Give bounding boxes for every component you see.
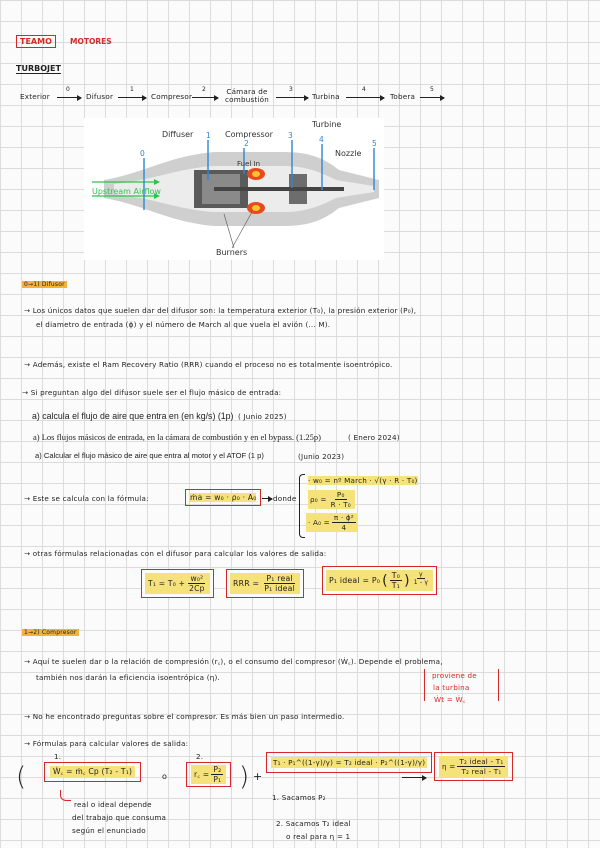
station-number: 5 [372, 139, 377, 148]
compresor-paragraph-line: → Aquí te suelen dar o la relación de compresión (r꜀), o el consumo del compresor (Ẇ꜀). Depende el problema, [24, 657, 443, 666]
donde-arrow [262, 498, 272, 499]
flow-station-1: 1 [130, 86, 135, 93]
eff-num: T₂ ideal - T₁ [459, 757, 504, 766]
flow-station-4: 4 [362, 86, 367, 93]
p1-ideal-formula: P₁ ideal = P₀ ( $\frac{\text{T₀}}{\text{T₁}}$ ) $\frac{\gamma}{1 - \gamma}$ [326, 570, 433, 591]
t1-formula [145, 573, 210, 594]
work-note-line: del trabajo que consuma [72, 813, 167, 822]
label-compressor: Compressor [225, 130, 273, 139]
otras-formulas-paragraph: → otras fórmulas relacionadas con el difusor para calcular los valores de salida: [24, 549, 327, 558]
t1-num: w₀² [190, 574, 204, 583]
area-num: π · ϕ² [333, 513, 354, 522]
t1-formula-box [141, 569, 214, 598]
flow-arrow [420, 97, 444, 98]
section-heading-compresor: 1→2) Compresor [24, 629, 77, 636]
flow-arrow [192, 97, 218, 98]
flow-arrow [118, 97, 146, 98]
efficiency-formula-box [434, 752, 513, 781]
flujo-masico-paragraph: → Si preguntan algo del difusor suele ser el flujo másico de entrada: [22, 388, 282, 397]
rho-den: R · T₀ [330, 500, 351, 509]
note-turbina: Ẇt = Ẇ꜀ [434, 695, 466, 704]
rrr-formula-box [226, 569, 304, 598]
rc-lhs: r꜀ = [194, 769, 210, 779]
rho-num: P₀ [336, 490, 345, 499]
close-paren: ) [239, 762, 250, 792]
station-number: 4 [319, 135, 324, 144]
area-den: 4 [341, 523, 347, 532]
work-note-line: según el enunciado [72, 826, 146, 835]
formula-number-2: 2. [196, 752, 204, 761]
rc-formula [191, 765, 226, 784]
label-diffuser: Diffuser [162, 130, 194, 139]
area-lhs: · A₀ = [308, 518, 330, 527]
turbojet-diagram [84, 118, 384, 260]
flow-station-2: 2 [202, 86, 207, 93]
exam-question-date: ( Junio 2025) [238, 412, 287, 421]
p1-exp-num: γ [419, 571, 423, 578]
isentropic-formula: T₁ · P₁^((1-γ)/γ) = T₂ ideal · P₂^((1-γ)/γ) [273, 758, 426, 767]
flow-node-camara: Cámara de combustión [225, 87, 269, 104]
rc-num: P₂ [213, 765, 222, 774]
formula-number-1: 1. [54, 752, 62, 761]
t1-lhs: T₁ = T₀ + [148, 579, 186, 588]
p1-exp-den: 1 - γ [413, 579, 429, 586]
result-arrow [402, 777, 426, 778]
turbojet-illustration [84, 118, 384, 260]
eff-lhs: η = [442, 762, 456, 771]
difusor-paragraph-line: → Los únicos datos que suelen dar del difusor son: la temperatura exterior (T₀), la presión exterior (P₀), [24, 306, 417, 315]
flow-arrow [276, 97, 308, 98]
exam-question: a) Calcular el flujo másico de aire que entra al motor y el ATOF (1 p) [35, 451, 264, 460]
label-upstream: Upstream Airflow [92, 187, 161, 196]
tag-box [16, 35, 56, 48]
difusor-paragraph-line: el diametro de entrada (ϕ) y el número de March al que vuela el avión (... M). [36, 320, 331, 329]
flow-node-turbina: Turbina [312, 92, 340, 101]
note-pointer [60, 790, 71, 801]
area-formula [306, 513, 358, 532]
work-formula: Ẇ꜀ = ṁ꜀ Cp (T₂ - T₁) [50, 766, 135, 777]
p1-lhs: P₁ ideal = P₀ [329, 576, 381, 585]
p1-ideal-formula-box [322, 566, 437, 595]
flow-node-compresor: Compresor [151, 92, 193, 101]
exam-question: a) Los flujos másicos de entrada, en la cámara de combustión y en el bypass. (1.25p) [33, 432, 321, 442]
formulas-intro: → Fórmulas para calcular valores de salida: [24, 739, 189, 748]
flow-node-tobera: Tobera [390, 92, 416, 101]
step-1: 1. Sacamos P₂ [272, 793, 326, 802]
formula-intro: → Este se calcula con la fórmula: [24, 494, 149, 503]
station-number: 0 [140, 149, 145, 158]
flow-node-exterior: Exterior [20, 92, 50, 101]
rrr-num: P₁ real [266, 574, 293, 583]
open-paren: ( [16, 762, 27, 792]
flow-station-5: 5 [430, 86, 435, 93]
note-bracket-left [424, 669, 425, 701]
rrr-formula [230, 573, 300, 594]
station-number: 1 [206, 131, 211, 140]
mass-flow-formula-box [185, 489, 261, 506]
label-turbine: Turbine [312, 120, 342, 129]
p1-num: T₀ [391, 571, 401, 580]
label-burners: Burners [216, 248, 248, 257]
rrr-den: P₁ ideal [264, 584, 296, 593]
label-nozzle: Nozzle [335, 149, 362, 158]
rho-lhs: ρ₀ = [310, 495, 327, 504]
compresor-paragraph-line: también nos darán la eficiencia isoentrópica (η). [36, 673, 220, 682]
work-note-line: real o ideal depende [74, 800, 152, 809]
rho-formula [308, 490, 355, 509]
subject-title: MOTORES [70, 37, 112, 46]
mass-flow-formula: ṁa = w₀ · ρ₀ · A₀ [190, 493, 257, 502]
flow-arrow [57, 97, 81, 98]
ram-recovery-paragraph: → Además, existe el Ram Recovery Ratio (RRR) cuando el proceso no es totalmente isoentrópico. [24, 360, 393, 369]
flow-arrow [346, 97, 384, 98]
w0-formula: · w₀ = nº March · √(γ · R · T₀) [308, 476, 418, 485]
donde-label: donde [273, 494, 297, 503]
rc-den: P₁ [213, 775, 222, 784]
flow-station-0: 0 [66, 86, 71, 93]
rc-formula-box [186, 762, 231, 787]
note-bracket-right [498, 669, 499, 701]
t1-den: 2Cp [189, 584, 205, 593]
step-2-line: 2. Sacamos T₂ ideal [276, 819, 351, 828]
flow-node-difusor: Difusor [86, 92, 114, 101]
section-heading-difusor: 0→1) Difusor [24, 281, 65, 288]
flow-station-3: 3 [289, 86, 294, 93]
exam-question-date: ( Enero 2024) [348, 433, 400, 442]
note-turbina: la turbina [433, 683, 470, 692]
plus-sign: + [253, 770, 263, 783]
step-2-line: o real para η = 1 [286, 832, 351, 841]
station-number: 3 [288, 131, 293, 140]
compresor-note-paragraph: → No he encontrado preguntas sobre el compresor. Es más bien un paso intermedio. [24, 712, 345, 721]
exam-question: a) calcula el flujo de aire que entra en (en kg/s) (1p) [32, 411, 234, 421]
label-fuel-in: Fuel In [237, 160, 261, 168]
exam-question-date: (Junio 2023) [298, 452, 345, 461]
efficiency-formula [439, 756, 508, 777]
tag-label: TEAMO [20, 37, 52, 46]
section-title: TURBOJET [16, 64, 61, 73]
work-formula-box [44, 762, 141, 782]
note-turbina: proviene de [432, 671, 477, 680]
eff-den: T₂ real - T₁ [461, 767, 502, 776]
or-label: o [162, 772, 168, 781]
p1-den: T₁ [391, 581, 401, 590]
station-number: 2 [244, 139, 249, 148]
brace [299, 474, 305, 538]
isentropic-formula-box [266, 752, 432, 773]
rrr-lhs: RRR = [233, 579, 260, 588]
